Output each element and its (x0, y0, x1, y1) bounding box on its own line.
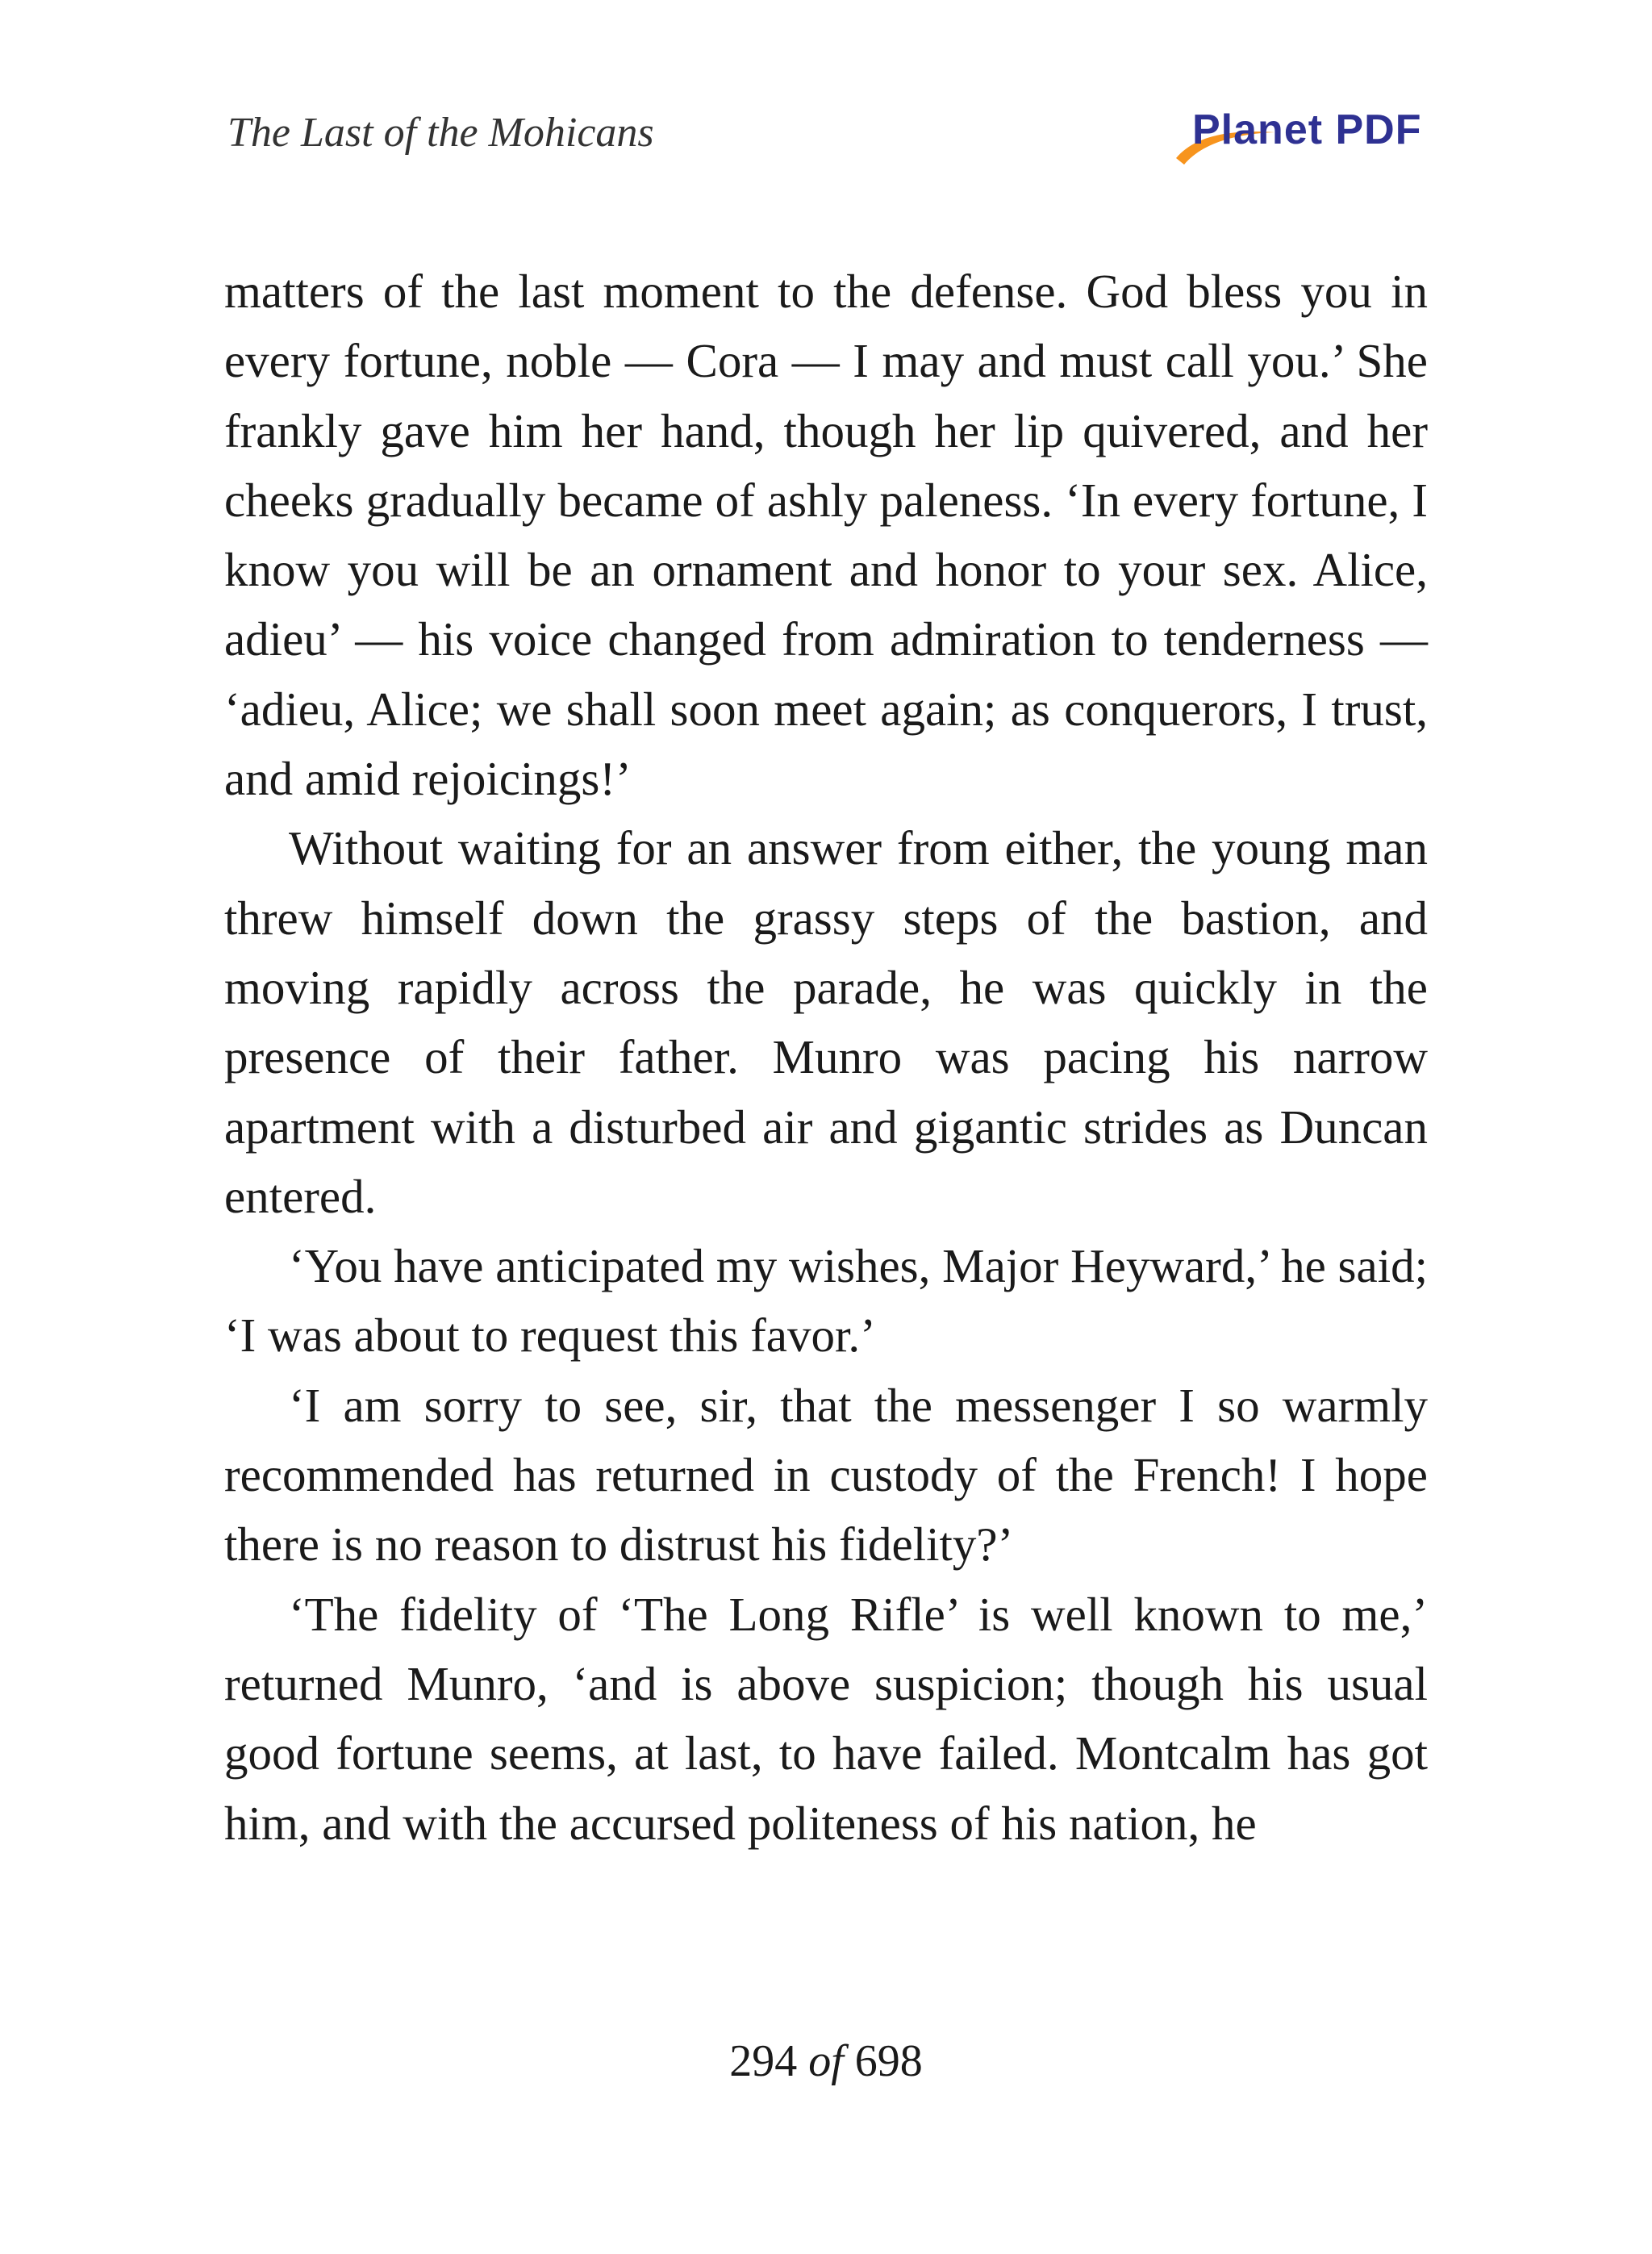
planet-pdf-logo (1170, 105, 1428, 169)
paragraph: ‘I am sorry to see, sir, that the messenger I so warmly recommended has returned in custody of the French! I hope there is no reason to distrust his fidelity?’ (224, 1378, 1428, 1572)
paragraph: ‘You have anticipated my wishes, Major Heyward,’ he said; ‘I was about to request this favor.’ (224, 1239, 1428, 1363)
logo-text: Planet PDF (1192, 106, 1422, 153)
current-page: 294 (729, 2036, 798, 2086)
book-title: The Last of the Mohicans (227, 110, 654, 156)
page-body (224, 257, 1428, 1858)
paragraph: Without waiting for an answer from either, the young man threw himself down the grassy steps of the bastion, and moving rapidly across the parade, he was quickly in the presence of their father. Munro was pacing his narrow apartment with a disturbed air and gigantic strides as Duncan entered. (224, 821, 1428, 1223)
total-pages: 698 (854, 2036, 923, 2086)
page-of-label: of (808, 2036, 844, 2086)
paragraph: ‘The fidelity of ‘The Long Rifle’ is well known to me,’ returned Munro, ‘and is above suspicion; though his usual good fortune seems, at last, to have failed. Montcalm has got him, and with the accursed politeness of his nation, he (224, 1587, 1428, 1850)
page-number (0, 2033, 1652, 2089)
paragraph: matters of the last moment to the defense. God bless you in every fortune, noble — Cora — I may and must call you.’ She frankly gave him her hand, though her lip quivered, and her cheeks gradually became of ashly paleness. ‘In every fortune, I know you will be an ornament and honor to your sex. Alice, adieu’ — his voice changed from admiration to tenderness — ‘adieu, Alice; we shall soon meet again; as conquerors, I trust, and amid rejoicings!’ (224, 265, 1428, 806)
